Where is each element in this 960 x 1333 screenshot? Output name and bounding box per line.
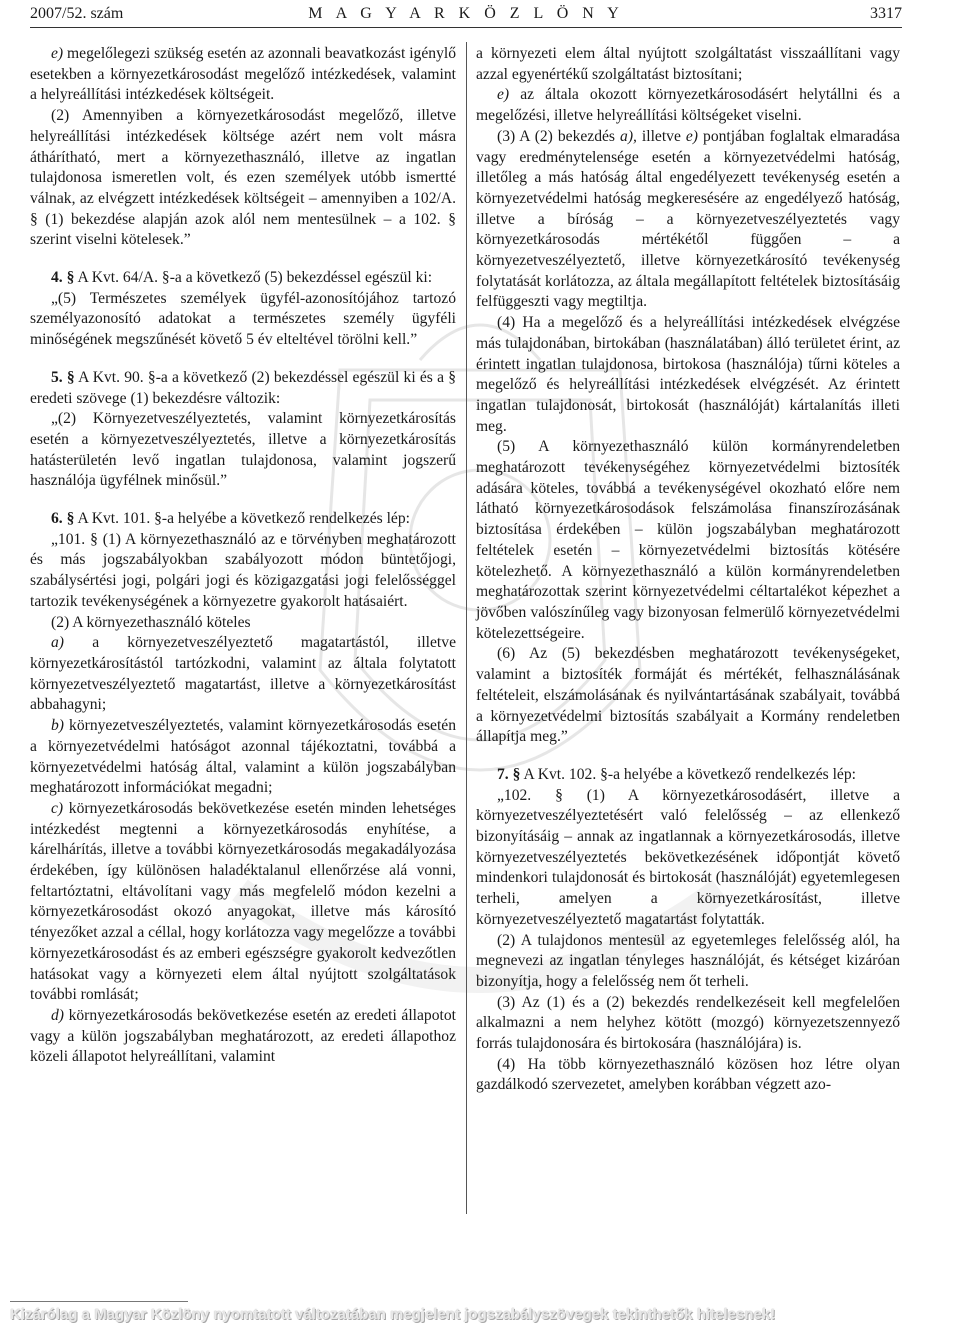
point-d-continuation: a környezeti elem által nyújtott szolgáltatást visszaállítani vagy azzal egyenértékű szolgáltatást biztosítani; — [476, 45, 900, 83]
point-c: c) környezetkárosodás bekövetkezése esetén minden lehetséges intézkedést megtenni a környezetkárosodás enyhítése, a kárelhárítás, illetve a további környezetkárosodás megakadályozása érdekében, így különösen haladéktalanul ellenőrzése alá vonni, feltartóztatni, eltávolítani vagy más megfelelő módon kezelni a környezetkárosodást okozó anyagokat, illetve más károsító tényezőket azzal a céllal, hogy korlátozza vagy megelőzze a további környezetkárosodást és az emberi egészségre gyakorolt kedvezőtlen hatásokat vagy a környezeti elem által nyújtott szolgáltatások további romlását; — [30, 799, 457, 1004]
section-7-quote: „102. § (1) A környezetkárosodásért, illetve a környezetveszélyeztetésért való felelősség – az ellenkező bizonyításáig – annak az ingatlannak a környezetkárosodás, illetve környezetveszélyeztetés bekövetkezésének időpontját követő mindenkori tulajdonosát és birtokosát (használóját) egyetemlegesen terheli, amelyen a környezetkárosítást, illetve környezetveszélyeztető magatartást folytatták. — [476, 786, 900, 928]
page-header — [30, 3, 902, 28]
section-4: 4. § A Kvt. 64/A. §-a a következő (5) bekezdéssel egészül ki: — [51, 269, 433, 287]
right-column — [476, 44, 900, 1096]
journal-title: M A G Y A R K Ö Z L Ö N Y — [308, 5, 624, 22]
section-5-quote: „(2) Környezetveszélyeztetés, valamint környezetkárosítás esetén a környezetveszélyeztetés, illetve a környezetkárosítás hatásterületén levő ingatlan tulajdonosa, valamint jogszerű használója ügyfélnek minősül.” — [30, 410, 456, 490]
column-divider — [466, 42, 467, 1214]
paragraph-4: (4) Ha a megelőző és a helyreállítási intézkedések elvégzése más tulajdonában, birtokában (használatában) álló területet érint, az érintett ingatlan tulajdonosa, birtokosa (használója) tűrni köteles a megelőző és helyreállítási intézkedések elvégzését. Az érintett ingatlan tulajdonosát, birtokosát (használóját) kártalanítás illeti meg. — [476, 314, 900, 435]
section-7-para-3: (3) Az (1) és a (2) bekezdés rendelkezéseit kell megfelelően alkalmazni a nem helyhez kötött (mozgó) környezetszennyező forrás tulajdonosára és birtokosára (használójára) is. — [476, 993, 900, 1053]
point-e: e) az általa okozott környezetkárosodásért helytállni és a megelőzési, illetve helyreállítási költségeket viselni. — [476, 86, 900, 125]
paragraph-3: (3) A (2) bekezdés a), illetve e) pontjában foglaltak elmaradása vagy eredménytelensége esetén a környezetvédelmi hatóság, illetőleg a más hatóság által engedélyezett tevékenység esetén a környezetvédelmi hatóság megkeresésére az engedélyező hatóság, illetve a bíróság – a környezetveszélyeztetés vagy környezetkárosodás mértékétől függően – a környezetveszélyeztető, illetve környezetkárosító tevékenység folytatását korlátozza, az általa megállapított feltételek biztosításáig felfüggeszti vagy megtiltja. — [476, 127, 901, 311]
section-7-para-2: (2) A tulajdonos mentesül az egyetemleges felelősség alól, ha megnevezi az ingatlan tényleges használóját, és kétséget kizáróan bizonyítja, hogy a felelősség nem őt terheli. — [476, 931, 900, 990]
paragraph-e: e) megelőlegezi szükség esetén az azonnali beavatkozást igénylő esetekben a környezetkárosodást megelőző intézkedések, valamint a helyreállítási intézkedések költségeit. — [30, 45, 456, 104]
page-number: 3317 — [870, 5, 902, 22]
authenticity-notice: Kizárólag a Magyar Közlöny nyomtatott változatában megjelent jogszabályszövegek tekinthetők hitelesnek! — [10, 1306, 776, 1323]
paragraph-6: (6) Az (5) bekezdésben meghatározott tevékenységeket, valamint a biztosíték formáját és mértékét, felhasználásának feltételeit, elszámolásának és nyilvántartásának szabályait, továbbá a környezetvédelmi biztosítás szabályait a Kormány rendeletben állapítja meg.” — [476, 645, 900, 746]
left-column — [30, 44, 456, 1068]
section-6-para-2: (2) A környezethasználó köteles — [51, 613, 251, 631]
section-6: 6. § A Kvt. 101. §-a helyébe a következő rendelkezés lép: — [51, 510, 410, 528]
footer-rule — [10, 1301, 188, 1302]
section-6-quote: „101. § (1) A környezethasználó az e törvényben meghatározott és más jogszabályokban szabályozott módon büntetőjogi, szabálysértési jogi, polgári jogi és közigazgatási jogi felelősséggel tartozik tevékenységének a környezetre gyakorolt hatásaiért. — [30, 530, 456, 610]
point-a: a) a környezetveszélyeztető magatartástól, illetve környezetkárosítástól tartózkodni, valamint az általa folytatott környezetveszélyeztető magatartást, illetve a környezetkárosítást abbahagyni; — [30, 634, 456, 714]
paragraph-2: (2) Amennyiben a környezetkárosodást megelőző, illetve helyreállítási intézkedések költsége azért nem volt másra áthárítható, mert a környezethasználó, illetve az ingatlan tulajdonosa ismeretlen volt, és ezen személyek utóbb ismertté válnak, az elvégzett intézkedések költségeit – amennyiben a 102/A. § (1) bekezdése alapján azok alól nem mentesülnek – a 102. § szerint viselni kötelesek.” — [30, 107, 456, 249]
section-5: 5. § A Kvt. 90. §-a a következő (2) bekezdéssel egészül ki és a § eredeti szövege (1) bekezdésre változik: — [30, 368, 457, 407]
point-d: d) környezetkárosodás bekövetkezése esetén az eredeti állapotot vagy a külön jogszabályban meghatározott, az eredeti állapothoz közeli állapotot helyreállítani, valamint — [30, 1006, 456, 1066]
point-b: b) környezetveszélyeztetés, valamint környezetkárosodás esetén a környezetvédelmi hatóságot azonnal tájékoztatni, továbbá a környezetvédelmi hatóság által, valamint a külön jogszabályban meghatározott információkat megadni; — [30, 717, 457, 797]
paragraph-5: (5) A környezethasználó külön kormányrendeletben meghatározott tevékenységéhez környezetvédelmi biztosíték adására köteles, továbbá a tevékenységével okozható előre nem látható környezetkárosodások felszámolása finanszírozásának biztosítása érdekében – külön jogszabályban meghatározott feltételek esetén – környezetvédelmi biztosítás kötésére kötelezhető. A környezethasználó a külön kormányrendeletben meghatározottak szerint környezetvédelmi céltartalékot képezhet a jövőben valószínűleg vagy bizonyosan felmerülő környezetvédelmi kötelezettségeire. — [476, 438, 900, 642]
issue-number: 2007/52. szám — [30, 5, 124, 22]
section-7-para-4: (4) Ha több környezethasználó közösen hoz létre olyan gazdálkodó szervezetet, amelyben korábban végzett azo- — [476, 1055, 900, 1094]
section-7: 7. § A Kvt. 102. §-a helyébe a következő rendelkezés lép: — [497, 765, 856, 783]
section-4-quote: „(5) Természetes személyek ügyfél-azonosítójához tartozó személyazonosító adatokat a természetes személy ügyféli minőségének megszűnését követő 5 év elteltével törölni kell.” — [30, 289, 456, 349]
